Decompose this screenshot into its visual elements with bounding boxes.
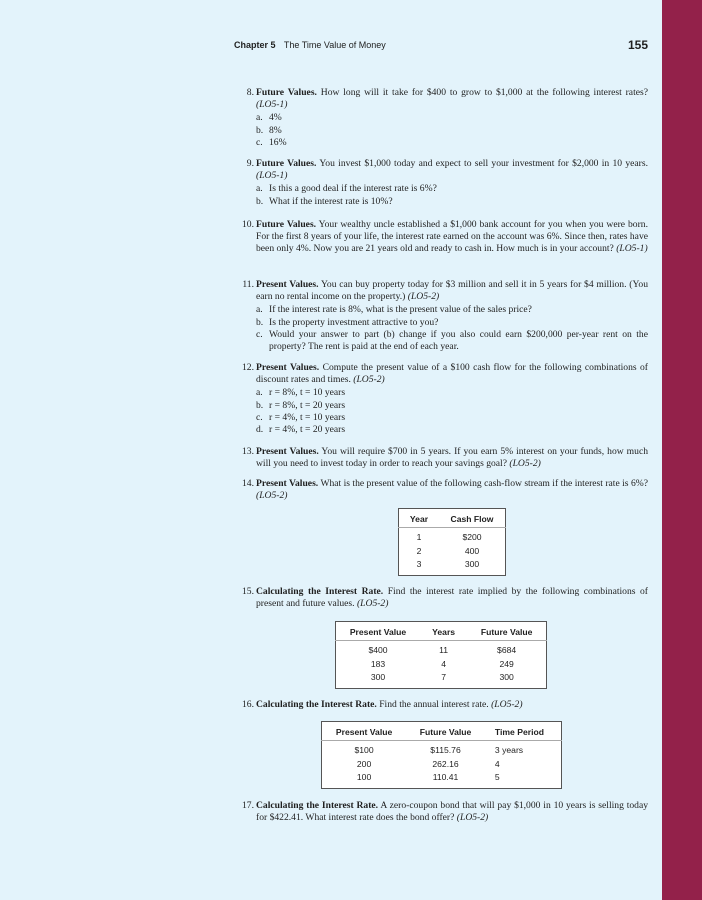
question-part: [256, 112, 648, 124]
question-part: [256, 329, 648, 353]
learning-objective: (LO5-2): [491, 699, 523, 710]
table-cell: 400: [464, 545, 480, 556]
question-text: [256, 478, 648, 502]
question-part: [256, 317, 648, 329]
part-label: c.: [256, 136, 263, 148]
table-row: [336, 641, 547, 658]
table-cell: 249: [499, 658, 514, 669]
question-body: Find the interest rate implied by the following combinations of present and future values.: [256, 586, 648, 610]
question-title: Present Values.: [256, 362, 320, 373]
table-cell: $400: [368, 645, 388, 655]
question-body: You can buy property today for $3 million and sell it in 5 years for $4 million. (You earn no rental income on the property.): [256, 279, 649, 303]
part-text: 4%: [269, 112, 282, 124]
table-cell: 183: [370, 658, 386, 669]
table-cell: 4: [494, 758, 500, 769]
question-11: [234, 279, 648, 353]
question-body: Find the annual interest rate.: [379, 699, 489, 710]
part-text: If the interest rate is 8%, what is the present value of the sales price?: [269, 304, 532, 316]
part-label: d.: [256, 424, 264, 436]
table-cell: $115.76: [430, 745, 461, 755]
column-header: Present Value: [336, 622, 421, 641]
question-part: [256, 412, 648, 424]
column-header: Years: [420, 622, 467, 641]
table-cell: 2: [416, 545, 422, 556]
question-10: [234, 219, 648, 256]
question-title: Calculating the Interest Rate.: [256, 699, 377, 710]
table-header-row: [399, 509, 506, 528]
question-parts: [256, 304, 648, 353]
table-row: [336, 658, 547, 672]
question-number: 13.: [242, 446, 254, 457]
question-text: [256, 800, 648, 824]
question-number: 11.: [242, 279, 254, 290]
part-text: r = 8%, t = 10 years: [269, 387, 346, 399]
question-part: [256, 387, 648, 399]
question-text: [256, 87, 648, 111]
column-header: Future Value: [406, 722, 485, 741]
question-parts: [256, 112, 648, 149]
part-text: r = 4%, t = 10 years: [269, 411, 346, 423]
learning-objective: (LO5-2): [353, 374, 385, 386]
learning-objective: (LO5-2): [407, 291, 440, 303]
question-body: You will require $700 in 5 years. If you earn 5% interest on your funds, how much will you need to invest today in order to reach your savings goal?: [256, 446, 648, 470]
learning-objective: (LO5-1): [616, 243, 648, 255]
question-body: You invest $1,000 today and expect to sell your investment for $2,000 in 10 years.: [319, 158, 649, 169]
question-title: Present Values.: [256, 279, 319, 290]
part-text: What if the interest rate is 10%?: [269, 195, 393, 207]
part-text: Is the property investment attractive to you?: [269, 316, 439, 328]
part-text: 8%: [269, 124, 282, 136]
table-cell: $200: [462, 532, 482, 542]
table-row: [399, 528, 506, 545]
question-number: 17.: [242, 800, 254, 811]
part-label: a.: [256, 304, 263, 316]
learning-objective: (LO5-1): [256, 170, 288, 182]
part-label: a.: [256, 112, 263, 124]
table-cell: 200: [356, 758, 372, 769]
question-9: [234, 158, 648, 208]
column-header: Cash Flow: [439, 509, 506, 528]
data-table-1: [398, 508, 506, 576]
table-header-row: [336, 622, 547, 641]
question-title: Future Values.: [256, 158, 317, 169]
learning-objective: (LO5-2): [356, 598, 389, 610]
part-label: b.: [256, 399, 264, 411]
table-cell: 3 years: [494, 745, 524, 755]
question-number: 12.: [242, 362, 254, 373]
chapter-title: The Time Value of Money: [283, 40, 386, 50]
learning-objective: (LO5-2): [256, 490, 288, 502]
column-header: Time Period: [485, 722, 562, 741]
question-title: Calculating the Interest Rate.: [256, 586, 384, 597]
chapter-number: Chapter 5: [234, 40, 276, 50]
table-cell: 4: [441, 658, 447, 669]
question-parts: [256, 183, 648, 207]
column-header: Year: [399, 509, 440, 528]
question-title: Future Values.: [256, 219, 317, 230]
question-number: 9.: [246, 158, 254, 169]
table-row: [322, 741, 562, 758]
part-label: b.: [256, 195, 264, 207]
learning-objective: (LO5-1): [256, 99, 288, 111]
question-14: [234, 478, 648, 502]
part-label: a.: [256, 183, 263, 195]
question-text: [256, 362, 648, 386]
table-cell: 11: [439, 645, 449, 655]
question-part: [256, 183, 648, 195]
table-cell: $100: [354, 745, 374, 755]
question-part: [256, 196, 648, 208]
part-label: b.: [256, 316, 264, 328]
part-label: b.: [256, 124, 264, 136]
table-cell: 100: [356, 772, 372, 782]
part-text: r = 4%, t = 20 years: [269, 424, 346, 436]
part-text: Is this a good deal if the interest rate is 6%?: [269, 183, 437, 195]
part-label: c.: [256, 328, 263, 340]
table-row: [336, 671, 547, 688]
question-number: 16.: [242, 699, 254, 710]
question-16: [234, 699, 648, 711]
part-text: Would your answer to part (b) change if you also could earn $200,000 per-year rent on the property? The rent is paid at the end of each year.: [269, 328, 648, 353]
question-part: [256, 400, 648, 412]
running-header: [234, 40, 648, 50]
question-text: [256, 586, 648, 610]
question-text: [256, 446, 648, 470]
table-cell: 300: [370, 672, 386, 682]
question-part: [256, 125, 648, 137]
question-body: What is the present value of the following cash-flow stream if the interest rate is 6%?: [320, 478, 648, 489]
part-label: a.: [256, 387, 263, 399]
question-title: Calculating the Interest Rate.: [256, 800, 379, 811]
question-part: [256, 137, 648, 149]
data-table-3: [321, 721, 562, 789]
table-row: [399, 545, 506, 559]
table-cell: 110.41: [432, 772, 459, 782]
part-text: 16%: [269, 136, 287, 148]
question-15: [234, 586, 648, 610]
table-row: [322, 758, 562, 772]
table-row: [322, 771, 562, 788]
table-cell: 300: [464, 559, 480, 569]
question-17: [234, 800, 648, 824]
table-cell: 7: [441, 672, 447, 682]
question-12: [234, 362, 648, 436]
question-title: Present Values.: [256, 478, 319, 489]
question-body: Compute the present value of a $100 cash flow for the following combinations of discount rates and times.: [256, 362, 648, 386]
part-text: r = 8%, t = 20 years: [269, 399, 346, 411]
learning-objective: (LO5-2): [509, 458, 541, 470]
question-part: [256, 304, 648, 316]
table-cell: 262.16: [432, 758, 459, 769]
question-13: [234, 446, 648, 470]
question-number: 10.: [242, 219, 254, 230]
learning-objective: (LO5-2): [456, 812, 489, 824]
table-cell: 1: [416, 532, 422, 542]
question-parts: [256, 387, 648, 436]
question-text: [256, 219, 648, 256]
question-body: A zero-coupon bond that will pay $1,000 in 10 years is selling today for $422.41. What interest rate does the bond offer?: [256, 800, 649, 824]
question-number: 14.: [242, 478, 254, 489]
table-cell: 300: [499, 672, 514, 682]
question-text: [256, 279, 648, 303]
question-body: Your wealthy uncle established a $1,000 bank account for you when you were born. For the first 8 years of your life, the interest rate earned on the account was 6%. Since then, rates have been only 4%. Now you are 21 years old and ready to cash in. How much is in your account?: [256, 219, 648, 255]
question-text: [256, 699, 648, 711]
side-color-band: [662, 0, 702, 900]
question-title: Future Values.: [256, 87, 317, 98]
page-number: 155: [627, 38, 648, 52]
question-title: Present Values.: [256, 446, 319, 457]
question-8: [234, 87, 648, 149]
table-cell: 5: [494, 772, 500, 782]
table-row: [399, 558, 506, 575]
column-header: Present Value: [322, 722, 407, 741]
part-label: c.: [256, 411, 263, 423]
question-text: [256, 158, 648, 182]
question-body: How long will it take for $400 to grow to $1,000 at the following interest rates?: [320, 87, 648, 98]
question-part: [256, 424, 648, 436]
column-header: Future Value: [467, 622, 546, 641]
question-number: 8.: [246, 87, 254, 98]
table-header-row: [322, 722, 562, 741]
table-cell: 3: [416, 559, 422, 569]
question-number: 15.: [242, 586, 254, 597]
data-table-2: [335, 621, 547, 689]
table-cell: $684: [497, 645, 517, 655]
